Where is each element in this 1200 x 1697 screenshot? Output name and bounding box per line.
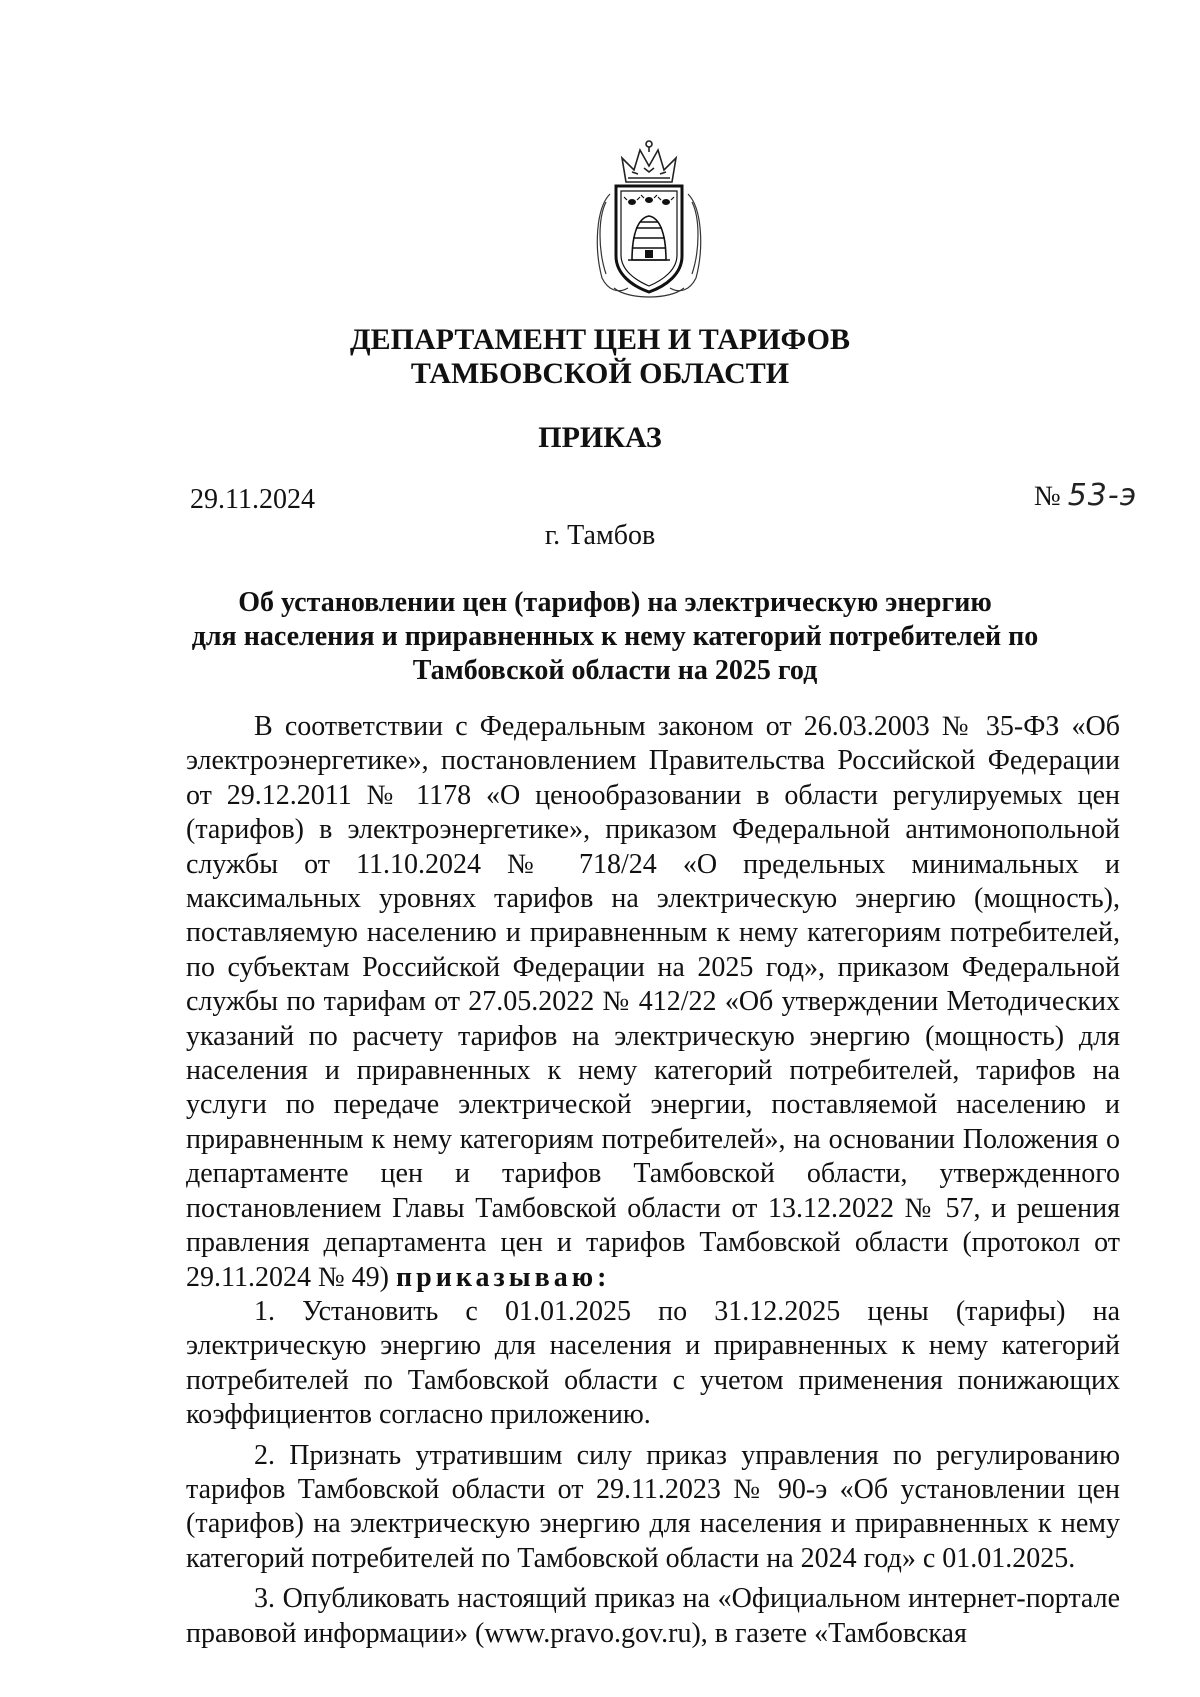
subject-line2: для населения и приравненных к нему категорий потребителей по <box>191 621 1039 652</box>
handwritten-number: 53-э <box>1067 478 1138 513</box>
document-date: 29.11.2024 <box>190 484 315 515</box>
department-name-line2: ТАМБОВСКОЙ ОБЛАСТИ <box>410 357 790 390</box>
order-item-2: 2. Признать утратившим силу приказ управления по регулированию тарифов Тамбовской области от 29.11.2023 № 90-э «Об установлении цен (тарифов) на электрическую энергию для населения и приравненных к нему категорий потребителей по Тамбовской области на 2024 год» с 01.01.2025. <box>186 1439 1120 1574</box>
document-city: г. Тамбов <box>544 520 656 551</box>
subject-line3: Тамбовской области на 2025 год <box>412 655 818 686</box>
order-item-1: 1. Установить с 01.01.2025 по 31.12.2025 цены (тарифы) на электрическую энергию для населения и приравненных к нему категорий потребителей по Тамбовской области с учетом применения понижающих коэффициентов согласно приложению. <box>186 1295 1120 1431</box>
preamble-text: В соответствии с Федеральным законом от 26.03.2003 № 35-ФЗ «Об электроэнергетике», постановлением Правительства Российской Федерации от 29.12.2011 № 1178 «О ценообразовании в области регулируемых цен (тарифов) в электроэнергетике», приказом Федеральной антимонопольной службы от 11.10.2024 № 718/24 «О предельных минимальных и максимальных уровнях тарифов на электрическую энергию (мощность), поставляемую населению и приравненным к нему категориям потребителей, по субъектам Российской Федерации на 2025 год», приказом Федеральной службы по тарифам от 27.05.2022 № 412/22 «Об утверждении Методических указаний по расчету тарифов на электрическую энергию (мощность) для населения и приравненных к нему категорий потребителей, тарифов на услуги по передаче электрической энергии, поставляемой населению и приравненным к нему категориям потребителей», на основании Положения о департаменте цен и тарифов Тамбовской области, утвержденного постановлением Главы Тамбовской области от 13.12.2022 № 57, и решения правления департамента цен и тарифов Тамбовской области (протокол от 29.11.2024 № 49) <box>186 711 1120 1293</box>
document-number <box>1034 478 1137 513</box>
coat-of-arms-emblem <box>588 138 710 300</box>
document-subject <box>150 586 1080 688</box>
document-type-title: ПРИКАЗ <box>538 421 662 454</box>
order-word: приказываю: <box>396 1261 611 1293</box>
order-item-3: 3. Опубликовать настоящий приказ на «Официальном интернет-портале правовой информации» (www.pravo.gov.ru), в газете «Тамбовская <box>186 1583 1120 1649</box>
subject-line1: Об установлении цен (тарифов) на электрическую энергию <box>238 587 992 618</box>
number-sign: № <box>1034 481 1061 512</box>
document-body <box>186 710 1120 1651</box>
preamble-paragraph <box>186 710 1120 1295</box>
department-name-line1: ДЕПАРТАМЕНТ ЦЕН И ТАРИФОВ <box>349 323 851 356</box>
